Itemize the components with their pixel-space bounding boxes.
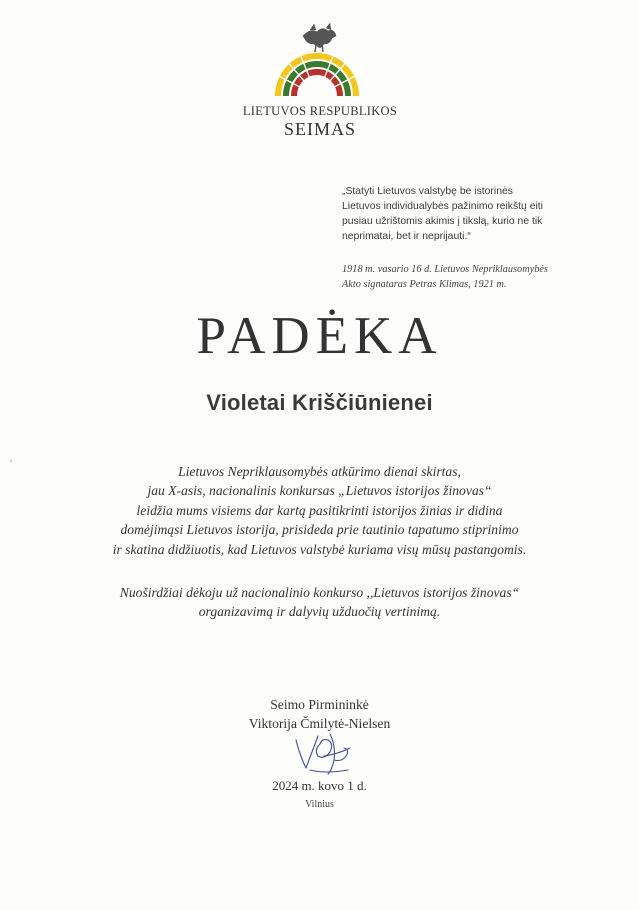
body-line: Nuoširdžiai dėkoju už nacionalinio konkurso ,,Lietuvos istorijos žinovas“ <box>119 585 520 600</box>
org-name-line1: LIETUVOS RESPUBLIKOS <box>242 104 398 118</box>
quote-line: Lietuvos individualybės pažinimo reikštų eiti <box>342 201 543 212</box>
signer-role: Seimo Pirmininkė <box>270 697 369 712</box>
body-line: organizavimą ir dalyvių užduočių vertinimą. <box>198 604 441 620</box>
page-title: PADĖKA <box>196 307 443 365</box>
quote-source-line: 1918 m. vasario 16 d. Lietuvos Nepriklausomybės <box>342 264 548 275</box>
handwritten-signature-icon <box>290 726 360 782</box>
signer-name: Viktorija Čmilytė-Nielsen <box>248 716 391 731</box>
body-paragraph-1 <box>60 462 579 559</box>
issue-date: 2024 m. kovo 1 d. <box>272 778 367 793</box>
quote-line: pusiau užrištomis akimis į tikslą, kurio ne tik <box>342 216 543 227</box>
body-line: Lietuvos Nepriklausomybės atkūrimo dienai skirtas, <box>178 464 461 479</box>
seimas-emblem-icon <box>270 22 364 100</box>
body-line: leidžia mums visiems dar kartą pasitikrinti istorijos žinias ir didina <box>136 502 503 518</box>
org-name-line2: SEIMAS <box>283 119 356 139</box>
epigraph-quote <box>342 184 582 244</box>
quote-line: neprimatai, bet ir neprijauti.“ <box>342 231 471 242</box>
quote-source-line: Akto signataras Petras Klimas, 1921 m. <box>342 279 507 290</box>
body-line: jau X-asis, nacionalinis konkursas „Lietuvos istorijos žinovas“ <box>147 483 492 499</box>
quote-line: „Statyti Lietuvos valstybę be istorinės <box>342 186 513 197</box>
body-line: domėjimąsi Lietuvos istorija, prisideda prie tautinio tapatumo stiprinimo <box>120 522 519 538</box>
quote-source <box>342 262 592 292</box>
body-line: ir skatina didžiuotis, kad Lietuvos valstybė kuriama visų mūsų pastangomis. <box>112 541 527 557</box>
scan-speck <box>10 460 12 462</box>
recipient-name: Violetai Kriščiūnienei <box>206 390 433 415</box>
body-paragraph-2 <box>60 583 579 622</box>
issue-place: Vilnius <box>305 799 334 810</box>
